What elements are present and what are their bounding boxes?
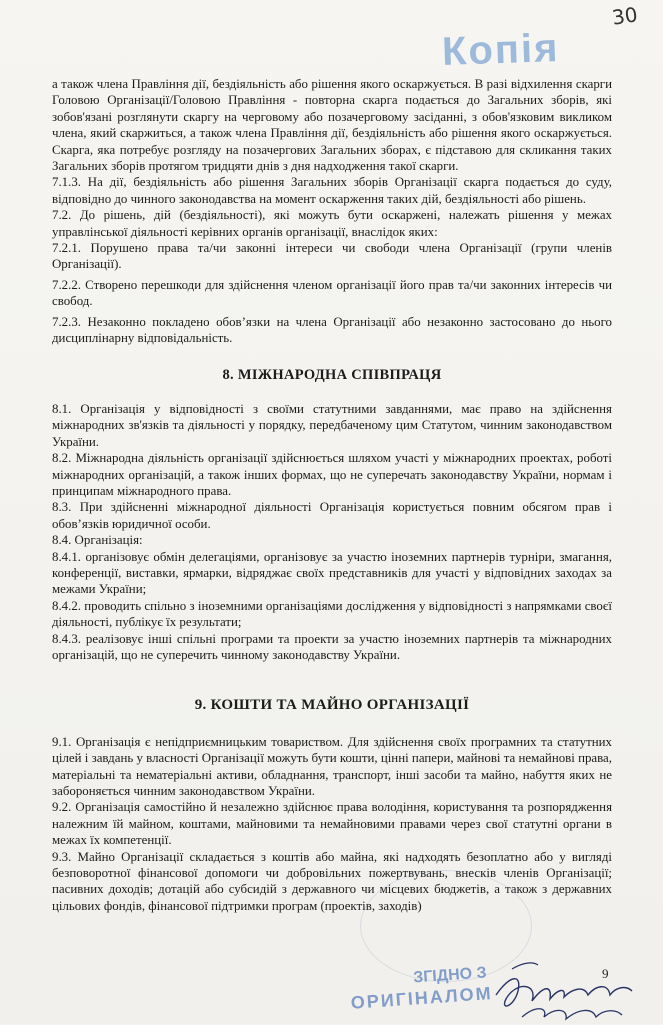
paragraph-9-3: 9.3. Майно Організації складається з коштів або майна, які надходять безоплатно або у вигляді безповоротної фінансової допомоги чи добровільних пожертвувань, внесків членів Організації; пасивних доходів; дотацій або субсидій з державного чи місцевих бюджетів, а також з державних цільових фондів, фінансової підтримки програм (проектів, заходів): [52, 849, 612, 913]
paragraph-7-2-3: 7.2.3. Незаконно покладено обов’язки на члена Організації або незаконно застосовано до нього дисциплінарну відповідальність.: [52, 314, 612, 346]
paragraph-8-1: 8.1. Організація у відповідності з своїми статутними завданнями, має право на здійснення міжнародних зв'язків та діяльності у порядку, передбаченому цим Статутом, чинним законодавством України.: [52, 401, 612, 449]
paragraph-8-4-3: 8.4.3. реалізовує інші спільні програми та проекти за участю іноземних партнерів та міжнародних організацій, що не суперечить чинному законодавству України.: [52, 631, 612, 662]
page-number: 9: [602, 966, 609, 981]
paragraph-8-3: 8.3. При здійсненні міжнародної діяльності Організація користується повним обсягом прав і обов’язків юридичної особи.: [52, 500, 612, 531]
paragraph-8-2: 8.2. Міжнародна діяльність організації здійснюється шляхом участі у міжнародних проектах, роботі міжнародних організацій, а також інших формах, що не суперечать законодавству України, нормам і принципам міжнародного права.: [52, 451, 612, 498]
paragraph-8-4-1: 8.4.1. організовує обмін делегаціями, організовує за участю іноземних партнерів турніри, змагання, конференції, виставки, ярмарки, відряджає своїх представників для участі у відповідних заходах за межами України;: [52, 549, 612, 597]
paragraph-7-2-1: 7.2.1. Порушено права та/чи законні інтереси чи свободи члена Організації (групи членів Організації).: [52, 241, 612, 272]
paragraph-8-4: 8.4. Організація:: [52, 533, 143, 548]
paragraph-8-4-2: 8.4.2. проводить спільно з іноземними організаціями дослідження у відповідності з напрямками своєї діяльності, публікує їх результати;: [52, 598, 612, 630]
handwritten-page-number: 30: [610, 2, 639, 30]
paragraph-7-1-2-cont: а також члена Правління дії, бездіяльність або рішення якого оскаржується. В разі відхилення скарги Головою Організації/Головою Правління - повторна скарга подається до Загальних зборів, які зобов'язані розглянути скаргу на черговому або позачерговому засіданні, з обов'язковим викликом члена, який скаржиться, а також члена Правління дії, бездіяльність або рішення якого оскаржується. Скарга, яка потребує розгляду на позачергових Загальних зборах, є підставою для скликання таких Загальних зборів протягом тридцяти днів з дня надходження такої скарги.: [52, 77, 612, 174]
paragraph-7-2-2: 7.2.2. Створено перешкоди для здійснення членом організації його прав та/чи законних інтересів чи свобод.: [52, 277, 612, 309]
paragraph-9-2: 9.2. Організація самостійно й незалежно здійснює права володіння, користування та розпорядження належним їй майном, коштами, майновими та немайновими правами через свої статутні органи в межах їх компетенції.: [52, 800, 612, 848]
paragraph-7-2: 7.2. До рішень, дій (бездіяльності), які можуть бути оскаржені, належать рішення у межах управлінської діяльності керівних органів організації, внаслідок яких:: [52, 208, 612, 239]
paragraph-9-1: 9.1. Організація є непідприємницьким товариством. Для здійснення своїх програмних та статутних цілей і завдань у власності Організації можуть бути кошти, цінні папери, майнові та немайнові права, матеріальні та нематеріальні активи, обладнання, транспорт, інші засоби та майно, набуття яких не забороняється чинним законодавством України.: [52, 734, 612, 799]
paragraph-7-1-3: 7.1.3. На дії, бездіяльність або рішення Загальних зборів Організації скарга подається до суду, відповідно до чинного законодавства на момент оскарження таких дій, бездіяльності або рішень.: [52, 175, 612, 206]
stamp-line-1: ЗГІДНО З: [412, 964, 488, 987]
stamp-line-2: ОРИГІНАЛОМ: [350, 983, 494, 1013]
certified-copy-stamp: [349, 963, 493, 1013]
section-8-title: 8. МІЖНАРОДНА СПІВПРАЦЯ: [222, 366, 442, 383]
handwritten-signature: [492, 955, 652, 1025]
copy-stamp: Копія: [441, 25, 561, 75]
document-body: [52, 76, 612, 914]
section-9-title: 9. КОШТИ ТА МАЙНО ОРГАНІЗАЦІЇ: [194, 697, 470, 714]
